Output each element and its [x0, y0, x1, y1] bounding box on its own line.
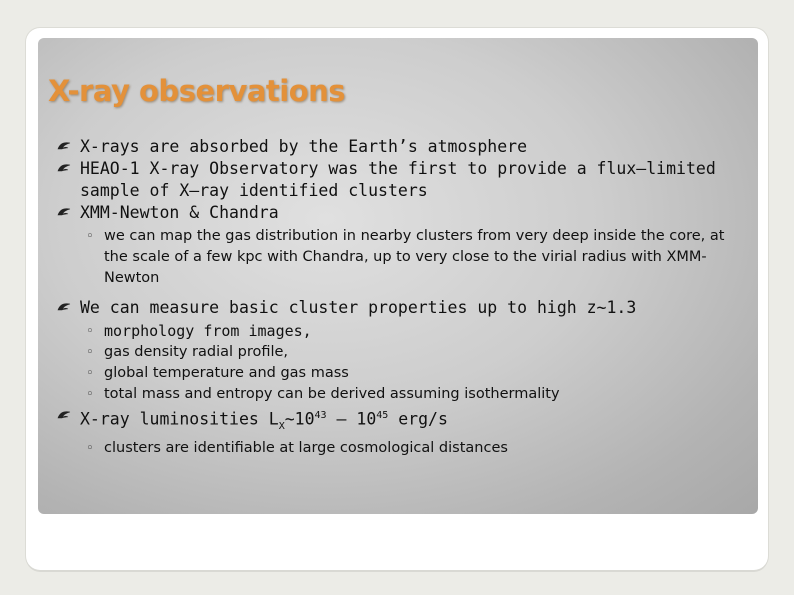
bullet-item: We can measure basic cluster properties up to high z~1.3: [56, 297, 746, 319]
sub-bullet-item: ◦ we can map the gas distribution in nearby clusters from very deep inside the core, at the scale of a few kpc with Chandra, up to very close to the virial radius with XMM-Newton: [86, 228, 725, 286]
bullet-item: X-ray luminosities $L_X\sim 10^{43} - 10^{45}$ erg/s: [56, 405, 746, 438]
ring-bullet-icon: ◦: [86, 229, 94, 244]
fleuron-bullet-icon: [56, 160, 72, 176]
bullet-item: XMM-Newton & Chandra: [56, 202, 746, 224]
fleuron-bullet-icon: [56, 407, 72, 423]
fleuron-bullet-icon: [56, 299, 72, 315]
slide-body: [56, 136, 746, 459]
bullet-item: X-rays are absorbed by the Earth’s atmosphere: [56, 136, 746, 158]
ring-bullet-icon: ◦: [86, 387, 94, 402]
sub-bullet-item: ◦ gas density radial profile,: [56, 342, 746, 363]
sub-bullet-item: ◦ total mass and entropy can be derived assuming isothermality: [56, 384, 746, 405]
ring-bullet-icon: ◦: [86, 324, 94, 339]
fleuron-bullet-icon: [56, 204, 72, 220]
ring-bullet-icon: ◦: [86, 345, 94, 360]
sub-bullet-item: ◦ clusters are identifiable at large cosmological distances: [56, 438, 746, 459]
ring-bullet-icon: ◦: [86, 366, 94, 381]
bullet-item: HEAO-1 X-ray Observatory was the first to provide a flux–limited sample of X–ray identified clusters: [56, 158, 746, 202]
sub-bullet-item: ◦ morphology from images,: [86, 322, 312, 340]
ring-bullet-icon: ◦: [86, 440, 94, 456]
sub-bullet-item: ◦ global temperature and gas mass: [56, 363, 746, 384]
fleuron-bullet-icon: [56, 138, 72, 154]
slide-title: X-ray observations: [48, 74, 346, 108]
